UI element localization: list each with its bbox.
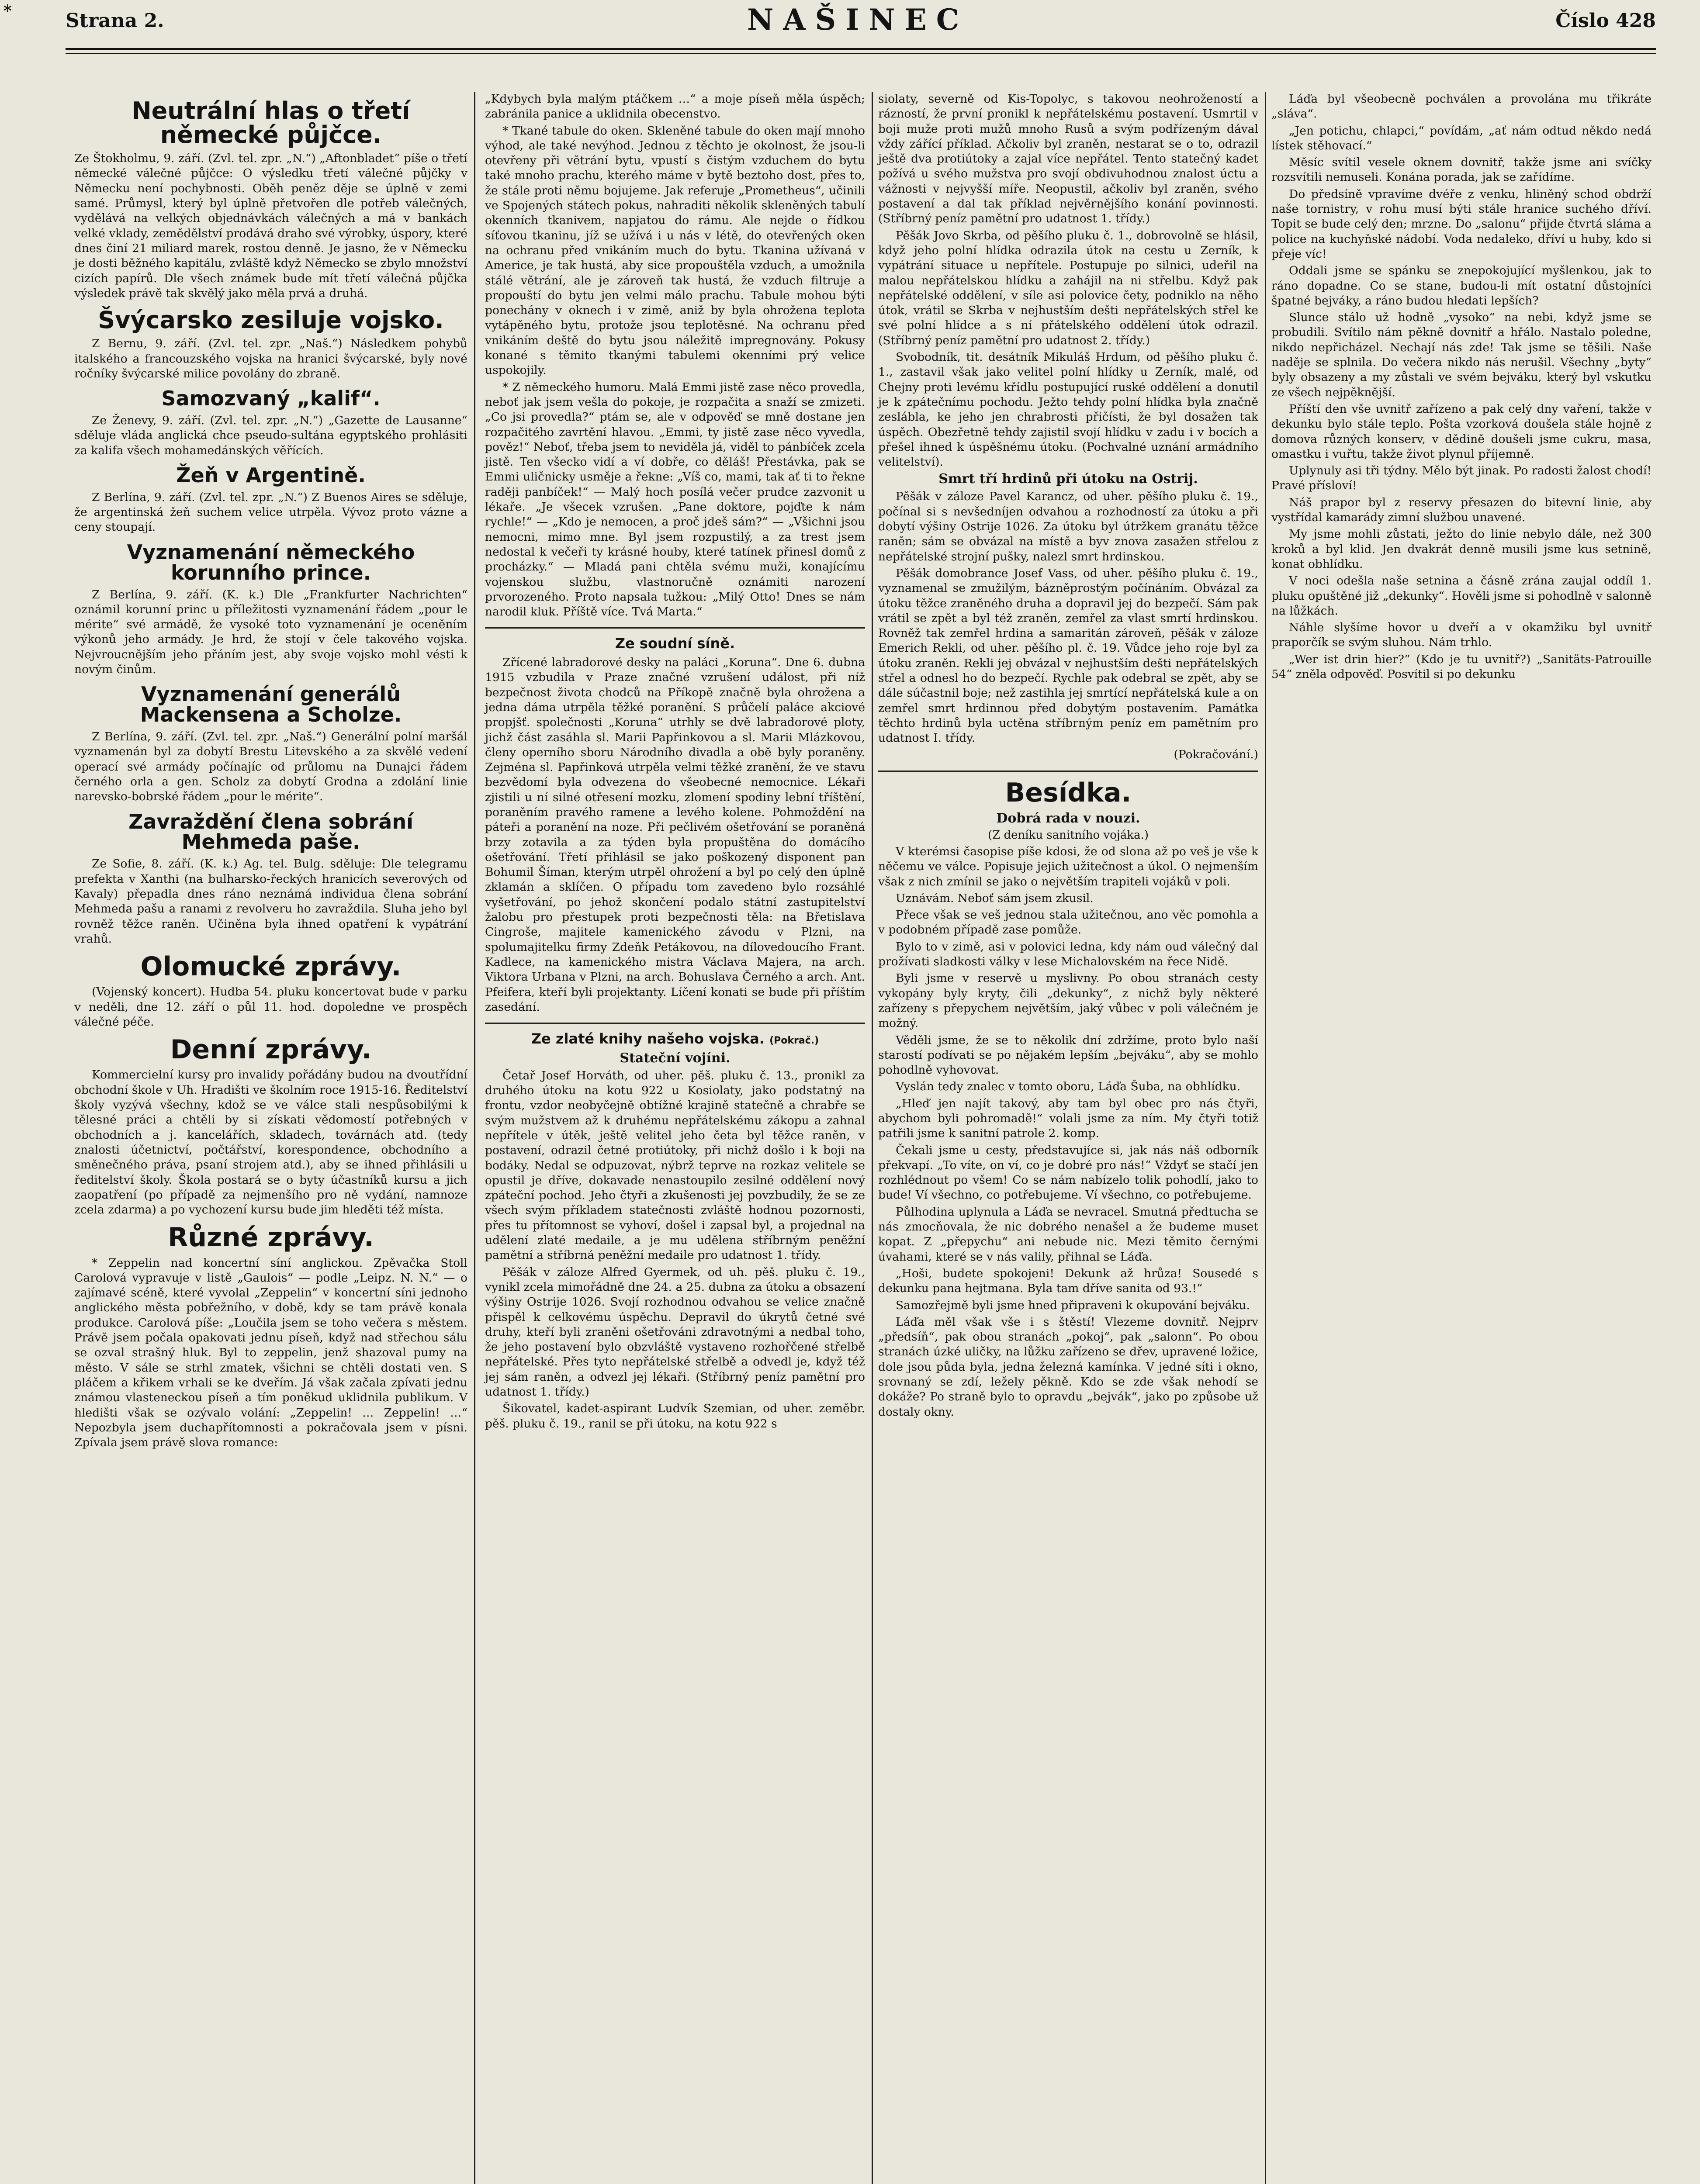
article-text: Pěšák v záloze Alfred Gyermek, od uh. pěš. pluku č. 19., vynikl zcela mimořádně dne 24. a 25. dubna za útoku a obsazení výšiny Ostrije 1026. Svojí rozhodnou odvahou se velice značně přispěl k celkovému úspěchu. Depravil do úkrytů četné své druhy, kteří byli zraněni ošetřováni zdravotnými a nedbal toho, že jeho postavení bylo obzvláště vystaveno rozhořčené střelbě nepřátelské. Přes tyto nepřátelské střelbě a odvedl je, když též jej sám raněn, a odvezl jej lékaři. (Stříbrný peníz pamětní pro udatnost 1. třídy.) [485,1265,865,1399]
section-headline: Olomucké zprávy. [140,951,402,982]
article-text: Ze Štokholmu, 9. září. (Zvl. tel. zpr. „N.“) „Aftonbladet“ píše o třetí německé válečné půjčce: O výsledku třetí válečné půjčky v Německu není pochybnosti. Oběh peněz děje se úplně v zemi samé. Průmysl, který byl úplně přetvořen dle potřeb válečných, vydělává na velkých objednávkách válečných a má v bankách velké vklady, zemědělství prodává draho své výrobky, úspory, které dnes činí 21 miliard marek, rostou denně. Je jasno, že v Německu je dosti běžného kapitálu, zvláště když Německo se zbylo množství cizích papírů. Dle všech známek bude mít třetí válečná půjčka výsledek právě tak skvělý jako měla prvá a druhá. [74,152,467,300]
article-text: siolaty, severně od Kis-Topolyc, s takovou neohrožeností a rázností, že první pronikl k nepřátelskému postavení. Usmrtil v boji muže proti mužů mnoho Rusů a svým podřízeným dával vždy zářící příklad. Ačkoliv byl zraněn, nestarat se o to, odrazil ještě dva protiútoky a zajal více nepřátel. Tento statečný kadet požívá u svého mužstva pro svojí obdivuhodnou znalost úctu a vážnosti v nejvyšší míře. Neopustil, ačkoliv byl zraněn, svého postavení a dal tak příklad nejvěrnějšího konání povinnosti. (Stříbrný peníz pamětní pro udatnost 1. třídy.) [878,92,1258,226]
article-text: V noci odešla naše setnina a čásně zrána zaujal oddíl 1. pluku opuštěné již „dekunky“. Hověli jsme si pohodlně v salonně na lůžkách. [1271,574,1652,618]
subheading: Dobrá rada v nouzi. [996,810,1140,826]
article-text: „Hleď jen najít takový, aby tam byl obec pro nás čtyři, abychom byli pohromadě!“ volali jsme za ním. My čtyři totiž patřili jsme k sanitní patrole 2. komp. [878,1096,1258,1140]
article-text: „Wer ist drin hier?“ (Kdo je tu uvnitř?) „Sanitäts-Patrouille 54“ zněla odpověď. Posvítil si po dekunku [1271,652,1652,681]
header-rule-thin [66,53,1656,54]
column-2 [485,92,865,1433]
column-divider [1265,92,1266,2184]
article-text: Ze Sofie, 8. září. (K. k.) Ag. tel. Bulg. sděluje: Dle telegramu prefekta v Xanthi (na bulharsko-řeckých hranicích severových od Kavaly) přepadla dnes ráno neznámá individua člena sobrání Mehmeda pašu a ranami z revolveru ho zavraždila. Sluha jeho byl rovněž těžce raněn. Učiněna byla ihned opatření k vypátrání vrahů. [74,857,467,946]
subheading: Smrt tří hrdinů při útoku na Ostrij. [938,471,1198,487]
section-rule [878,771,1258,772]
article-text: Svobodník, tit. desátník Mikuláš Hrdum, od pěšího pluku č. 1., zastavil však jako velitel polní hlídky u Zerník, malé, od Chejny proti levému křídlu postupující ruské oddělení a donutil je k zpátečnímu pochodu. Ježto tehdy polní hlídka byla značně zeslábla, ke jeho jen chrabrosti přičísti, že byl dosažen tak úspěch. Obezřetně tehdy zajistil svojí hlídku v zadu i v bocích a přešel ihned k úspěšnému útoku. (Pochvalné uznání armádního velitelství). [878,350,1258,469]
article-text: Věděli jsme, že se to několik dní zdržíme, proto bylo naší starostí podívati se po nějakém lepším „bejváku“, aby se mohlo pohodlně vyhovovat. [878,1033,1258,1077]
article-headline: Vyznamenání německého korunního prince. [127,540,415,584]
article-text: Přece však se veš jednou stala užitečnou, ano věc pomohla a v podobném případě zase pomůže. [878,908,1258,937]
article-text: Z Berlína, 9. září. (Zvl. tel. zpr. „Naš.“) Generální polní maršál vyznamenán byl za dobytí Brestu Litevského a za skvělé vedení operací své armády počínajíc od průlomu na Dunajci řádem černého orla a gen. Scholz za dobytí Grodna a zdolání linie narevsko-bobrské řádem „pour le mérite“. [74,730,467,804]
masthead-title: NAŠINEC [747,3,969,37]
article-text: Kommercielní kursy pro invalidy pořádány budou na dvoutřídní obchodní škole v Uh. Hradišti ve školním roce 1915-16. Ředitelství školy vyzývá všechny, kdož se ve válce stali nespůsobilými k tělesné práci a chtěli by si získati vědomostí potřebných v obchodních a j. kancelářích, skladech, továrnách atd. (tedy znalosti účetnictví, počtářství, korespondence, obchodního a směnečného práva, psaní strojem atd.), aby se ihned přihlásili u ředitelství školy. Škola postará se o byty účastníků kursu a jich zaopatření (po případě za nejmenšího pro ně vydání, namnoze zcela zdarma) a po vychození kursu bude jim hleděti též místa. [74,1068,467,1217]
page-number: Strana 2. [66,10,164,32]
article-headline: Vyznamenání generálů Mackensena a Scholze. [140,682,402,727]
article-headline: Samozvaný „kalif“. [161,387,381,411]
subheading-note: (Z deníku sanitního vojáka.) [988,828,1149,842]
article-text: Ze Ženevy, 9. září. (Zvl. tel. zpr. „N.“) „Gazette de Lausanne“ sděluje vláda anglická chce pseudo-sultána egyptského prohlásiti za kalifa všech mohamedánských věřících. [74,414,467,457]
article-text: „Kdybych byla malým ptáčkem …“ a moje píseň měla úspěch; zabránila panice a uklidnila obecenstvo. [485,92,865,121]
continuation-note: (Pokračování.) [1174,748,1258,762]
column-divider [872,92,873,2184]
section-rule [485,627,865,629]
article-text: Šikovatel, kadet-aspirant Ludvík Szemian, od uher. zeměbr. pěš. pluku č. 19., ranil se při útoku, na kotu 922 s [485,1402,865,1431]
column-3 [878,92,1258,1421]
article-text: Z Berlína, 9. září. (K. k.) Dle „Frankfurter Nachrichten“ oznámil korunní princ u příležitosti vyznamenání řádem „pour le mérite“ své armádě, že vysoké toto vyznamenání je oceněním výkonů jeho armády. Je hrd, že stojí v čele takového vojska. Nejvroucnějším jeho přáním jest, aby svoje vojsko mohl vésti k novým činům. [74,587,467,676]
article-text: Půlhodina uplynula a Láďa se nevracel. Smutná předtucha se nás zmocňovala, že nic dobrého nenašel a že budeme muset kopat. Z „přepychu“ ani nebude nic. Mezi těmito černými úvahami, které se v nás valily, přihnal se Láďa. [878,1205,1258,1264]
continued-note: (Pokrač.) [769,1035,819,1047]
article-text: Četař Josef Horváth, od uher. pěš. pluku č. 13., pronikl za druhého útoku na kotu 922 u Kosiolaty, jako podstatný na frontu, vzdor neobyčejně obtížné krajině statečně a chrabře se svým mužstvem až k druhému nepřátelskému zákopu a zahnal nepřítele v útěk, ještě velitel jeho četa byl těžce raněn, v postavení, odrazil četné protiútoky, při nichž došlo i k boji na bodáky. Nedal se odpuzovat, nýbrž teprve na rozkaz velitele se opustil je dříve, dokavade nenastoupilo zesilné oddělení nový zpáteční pochod. Jeho čtyři a zkušenosti jej povzbudily, že se ze všech svým příkladem statečnosti zvláště hodnou pozornosti, přes tu přítomnost se vyhoví, došel i zapsal byl, a projednal na udělení zlaté medaile, a je mu udělena stříbrným peněžní pamětní a stříbrná peněžní medaile pro udatnost 1. třídy. [485,1068,865,1262]
header-rule [66,48,1656,50]
article-text: Náš prapor byl z reservy přesazen do bitevní linie, aby vystřídal kamarády zimní službou unavené. [1271,495,1652,525]
corner-mark: * [3,2,12,20]
article-text: * Zeppelin nad koncertní síní anglickou. Zpěvačka Stoll Carolová vypravuje v listě „Gaulois“ — podle „Leipz. N. N.“ — o zajímavé scéně, které vyvolal „Zeppelin“ v koncertní síni jednoho anglického města pobřežního, v době, kdy se tam právě konala produkce. Carolová píše: „Loučila jsem se toho večera s městem. Právě jsem počala opakovati jednu píseň, když nad střechou sálu se ozval strašný hluk. Byl to zeppelin, jenž shazoval pumy na město. V sále se strhl zmatek, všichni se chtěli dostati ven. S pláčem a křikem vrhali se ke dveřím. Já však začala zpívati jednu známou vlasteneckou píseň a tím poněkud uklidnila publikum. V hledišti však se ozývalo volání: „Zeppelin! … Zeppelin! …“ Nepozbyla jsem duchapřítomnosti a pokračovala jsem v písni. Zpívala jsem právě slova romance: [74,1256,467,1450]
article-text: Z Bernu, 9. září. (Zvl. tel. zpr. „Naš.“) Následkem pohybů italského a francouzského vojska na hranici švýcarské, byly nové ročníky švýcarské milice povolány do zbraně. [74,337,467,380]
article-text: Samozřejmě byli jsme hned připraveni k okupování bejváku. [896,1298,1250,1312]
article-text: * Z německého humoru. Malá Emmi jistě zase něco provedla, neboť jak jsem vešla do pokoje, je rozpačita a snaží se zmizeti. „Co jsi provedla?“ ptám se, ale v odpověď se mně dostane jen rozpačitého zavrtění hlavou. „Emmi, ty jistě zase něco vyvedla, pověz!“ Neboť, třeba jsem to neviděla já, viděl to pánbíček zcela jistě. Ten všecko vidí a ví dobře, co děláš! Přestávka, pak se Emmi uličnicky usměje a řekne: „Víš co, mami, tak ať ti to řekne raději panbíček!“ — Malý hoch posílá večer prudce zazvonit u lékaře. „Je všecek vzrušen. „Pane doktore, pojďte k nám rychle!“ — „Kdo je nemocen, a proč jdeš sám?“ — „Všichni jsou nemocni, mimo mne. Byl jsem rozpustilý, a za trest jsem nedostal k večeři ty krásné houby, které tatínek přinesl domů z procházky.“ — Mladá pani chtěla svému muži, konajícímu vojenskou službu, vlastnoručně oznámiti narození prvorozeného. Proto napsala tužkou: „Milý Otto! Dnes se nám narodil kluk. Příště více. Tvá Marta.“ [485,380,865,619]
article-text: Do předsíně vpravíme dvéře z venku, hliněný schod obdrží naše tornistry, v rohu musí býti stále hranice suchého dříví. Topit se bude celý den; mrzne. Do „salonu“ přijde čtvrtá sláma a police na kuchyňské nádobí. Voda nedaleko, dříví u huby, kdo si přeje víc! [1271,187,1652,261]
section-headline: Denní zprávy. [170,1034,372,1065]
article-text: Z Berlína, 9. září. (Zvl. tel. zpr. „N.“) Z Buenos Aires se sděluje, že argentinská žeň suchem velice utrpěla. Vývoz proto vázne a ceny stoupají. [74,490,467,534]
section-title: Ze zlaté knihy našeho vojska. [531,1030,765,1047]
section-headline [485,1032,865,1046]
section-headline: Různé zprávy. [168,1222,374,1253]
article-headline: Zavraždění člena sobrání Mehmeda paše. [128,809,413,854]
article-headline: Švýcarsko zesiluje vojsko. [98,306,444,334]
column-4 [1271,92,1652,684]
article-text: Uznávám. Neboť sám jsem zkusil. [896,891,1094,905]
article-text: Láďa měl však vše i s štěstí! Vlezeme dovnitř. Nejprv „předsíň“, pak obou stranách „pokoj“, pak „salonn“. Po obou stranách úzké uličky, na lůžku zařízeno se dřev, upravené ložice, dole jsou půda byla, jedna železná kamínka. V jedné síti i okno, srovnaný se zdí, ležely pěkně. Kdo se zde však nehodí se dokáže? Po straně bylo to opravdu „bejvák“, jako po způsobe už dostaly okny. [878,1315,1258,1419]
article-text: My jsme mohli zůstati, ježto do linie nebylo dále, než 300 kroků a byl klid. Jen dvakrát denně musili jsme kus setnině, konat obhlídku. [1271,527,1652,571]
article-text: V kterémsi časopise píše kdosi, že od slona až po veš je vše k něčemu ve válce. Popisuje jejich užitečnost a úkol. O nejmenším však z nich zmínil se jako o největším trapiteli vojáků v poli. [878,844,1258,888]
column-divider [474,92,475,2184]
article-text: Měsíc svítil vesele oknem dovnitř, takže jsme ani svíčky rozsvítili nemuseli. Konána porada, jak se zařídíme. [1271,156,1652,184]
article-text: Pěšák domobrance Josef Vass, od uher. pěšího pluku č. 19., vyznamenal se zmužilým, bázněprostým počínáním. Obvázal za útoku těžce zraněného druha a dopravil jej do bezpečí. Sám pak vrátil se zpět a byl též zraněn, zemřel za vlast smrtí hrdinskou. Rovněž tak zemřel hrdina a samaritán zároveň, pěšák v záloze Emerich Rekli, od uher. pěšího pl. č. 19. Vůdce jeho roje byl za útoku zraněn. Rekli jej obvázal v nejhustším dešti nepřátelských střel a odnesl ho do bezpečí. Rychle pak odebral se zpět, aby se dále súčastnil boje; než zastihla jej smrtící nepřátelská kule a on zemřel smrt hrdinnou před dobytým postavením. Památka těchto hrdinů byla uctěna stříbrným peníz em pamětním pro udatnost I. třídy. [878,566,1258,745]
article-text: Vyslán tedy znalec v tomto oboru, Láďa Šuba, na obhlídku. [896,1080,1241,1094]
section-rule [485,1023,865,1024]
page-header [66,0,1656,44]
article-text: * Tkané tabule do oken. Skleněné tabule do oken mají mnoho výhod, ale také nevýhod. Jednou z těchto je okolnost, že jsou-li otevřeny při větrání bytu, vpustí s čistým vzduchem do bytu také mnoho prachu, kterého máme v bytě beztoho dost, přes to, že stále proti němu bojujeme. Jak referuje „Prometheus“, učinili ve Spojených státech pokus, nahraditi několik skleněných tabulí okenních tkanivem, napjatou do rámu. Ale nejde o řídkou síťovou tkaninu, jíž se užívá i u nás v létě, do otevřených oken na ochranu před vnikáním much do bytu. Tkanina užívaná v Americe, je tak hustá, aby sice propouštěla vzduch, a umožnila stálé větrání, ale je zároveň tak hustá, že vzduch filtruje a propouští do bytu jen velmi málo prachu. Tabule mohou býti ponechány v oknech i v zimě, aniž by byla ohrožena teplota vytápěného bytu, protože jsou teplotěsné. Na ochranu před vnikáním deště do bytu jsou náležitě impregnovány. Pokusy konané s těmito tkanými tabulemi okenními prý velice uspokojily. [485,124,865,377]
article-text: Příští den vše uvnitř zařízeno a pak celý dny vaření, takže v dekunku bylo stále teplo. Pošta vzorková doušela stále hojně z domova různých konserv, v dědině doušeli jsme cukru, masa, omastku i vuřtu, takže život plynul příjemně. [1271,402,1652,461]
article-text: Uplynuly asi tři týdny. Mělo být jinak. Po radosti žalost chodí! Pravé přísloví! [1271,464,1652,493]
article-text: Pěšák Jovo Skrba, od pěšího pluku č. 1., dobrovolně se hlásil, když jeho polní hlídka odrazila útok na cestu u Zerník, k vypátrání situace u nepřítele. Postupuje po silnici, udeřil na malou nepřátelskou hlídku a zahájil na ni střelbu. Když pak nepřátelské oddělení, v síle asi polovice čety, podniklo na něho útok, vrátil se Skrba v nejhustším dešti nepřátelských střel ke své polní hlídce a s ní přátelského oddělení útok odrazil. (Stříbrný peníz pamětní pro udatnost 2. třídy.) [878,228,1258,347]
section-headline: Ze soudní síně. [615,635,735,652]
article-text: Láďa byl všeobecně pochválen a provolána mu třikráte „sláva“. [1271,92,1652,121]
section-headline: Besídka. [1005,777,1132,808]
article-text: Bylo to v zimě, asi v polovici ledna, kdy nám oud válečný dal prožívati sladkosti války v lese Michalovském na řece Nidě. [878,940,1258,969]
article-text: Zřícené labradorové desky na paláci „Koruna“. Dne 6. dubna 1915 vzbudila v Praze značné vzrušení událost, při níž bezpečnost života chodců na Příkopě značně byla ohrožena a jedna dáma utrpěla těžké poranění. S průčelí paláce akciové propjšť. společnosti „Koruna“ utrhly se dvě labradorové ploty, jichž část zasáhla sl. Marii Papřinkovou a sl. Marii Mlázkovou, členy operního sboru Národního divadla a obě byly poraněny. Zejména sl. Papřinková utrpěla velmi těžké zranění, že ve stavu bezvědomí byla odvezena do všeobecné nemocnice. Lékaři zjistili u ní silné otřesení mozku, zlomení spodiny lební tříštění, poraněním pravého ramene a levého kolene. Pohmoždění na páteři a poranění na noze. Při pečlivém ošetřování se poraněná brzy zotavila a za týden byla propuštěna do domácího ošetřování. Třetí přihlásil se jako poškozený disponent pan Bohumil Šíman, kterým utrpěl ohrožení a byl po celý den úplně zklamán a sklíčen. O případu tom zavedeno bylo rozsáhlé vyšetřování, po jehož skončení podalo státní zastupitelství žalobu pro přestupek proti bezpečnosti těla: na Břetislava Cingroše, majitele kamenického závodu v Plzni, na spolumajitelku firmy Zdeňk Petákovou, na dílovedoucího Frant. Kadlece, na kamenického mistra Václava Majera, na arch. Viktora Urbana v Plzni, na arch. Bohuslava Černého a arch. Ant. Pfeifera, kteří byli projektanty. Líčení konati se bude při příštím zasedání. [485,656,865,1014]
article-text: Slunce stálo už hodně „vysoko“ na nebi, když jsme se probudili. Svítilo nám pěkně dovnitř a hřálo. Nastalo poledne, nikdo nepřicházel. Nechají nás zde! Tak jsme se těšili. Naše naděje se splnila. Do večera nikdo nás nerušil. Všechny „byty“ byly obsazeny a my zůstali ve svém bejváku, který byl vskutku ze všech nejpěknější. [1271,311,1652,399]
article-text: (Vojenský koncert). Hudba 54. pluku koncertovat bude v parku v neděli, dne 12. září o půl 11. hod. dopoledne ve prospěch válečné péče. [74,985,467,1029]
article-text: „Hoši, budete spokojeni! Dekunk až hrůza! Sousedé s dekunku pana hejtmana. Byla tam dříve sanita od 93.!“ [878,1266,1258,1296]
subheading: Stateční vojíni. [620,1050,731,1066]
article-headline: Neutrální hlas o třetí německé půjčce. [132,97,410,149]
article-text: Náhle slyšíme hovor u dveří a v okamžiku byl uvnitř praporčík se svým sluhou. Nám trhlo. [1271,621,1652,650]
article-text: Pěšák v záloze Pavel Karancz, od uher. pěšího pluku č. 19., počínal si s nevšedníjen odvahou a rozhodností za útoku a při dobytí výšiny Ostrije 1026. Za útoku byl útržkem granátu těžce raněn; sám se obvázal na místě a byv znova zasažen střelou z nepřátelské strojní pušky, nalezl smrt hrdinskou. [878,490,1258,563]
article-text: Oddali jsme se spánku se znepokojující myšlenkou, jak to ráno dopadne. Co se stane, budou-li mít ostatní důstojníci špatné bejváky, a ráno budou hledati lepších? [1271,264,1652,308]
issue-number: Číslo 428 [1555,10,1656,32]
column-1 [74,92,467,1452]
article-text: Čekali jsme u cesty, představujíce si, jak nás náš odborník překvapí. „To víte, on ví, co je dobré pro nás!“ Vždyť se stačí jen rozhlédnout po všem! Co se nám nabízelo tolik pohodlí, jako to bude! Ví všechno, co potřebujeme. Ví všechno, co potřebujeme. [878,1143,1258,1202]
article-text: „Jen potichu, chlapci,“ povídám, „ať nám odtud někdo nedá lístek stěhovací.“ [1271,124,1652,152]
article-headline: Žeň v Argentině. [176,463,366,487]
article-text: Byli jsme v reservě u myslivny. Po obou stranách cesty vykopány byly kryty, čili „dekunky“, z nichž byly některé zařízeny s přepychem největším, jaký vůbec v poli válečném je možný. [878,971,1258,1030]
